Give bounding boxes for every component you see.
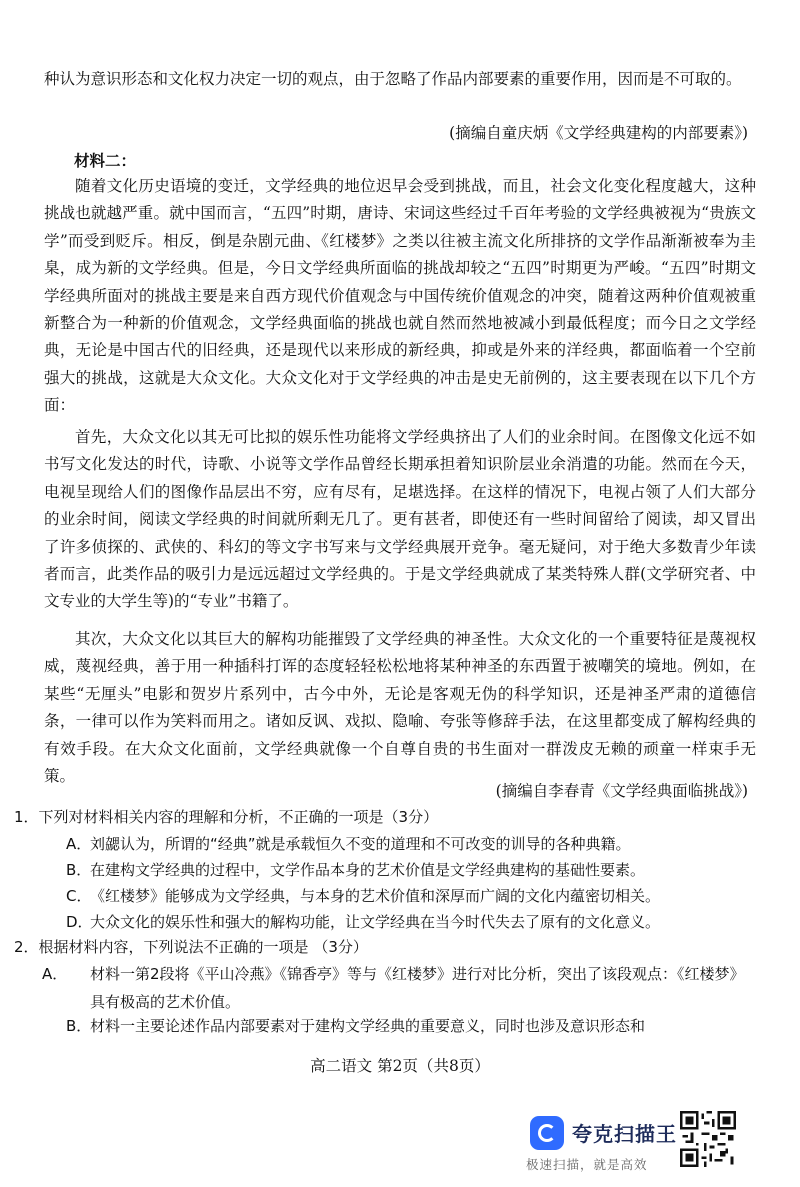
option-label: A． xyxy=(66,835,92,853)
quark-logo-icon xyxy=(530,1116,564,1150)
option-text: 《红楼梦》能够成为文学经典，与本身的艺术价值和深厚而广阔的文化内蕴密切相关。 xyxy=(90,887,661,905)
material-two-paragraph-3: 其次，大众文化以其巨大的解构功能摧毁了文学经典的神圣性。大众文化的一个重要特征是蔑视权威，蔑视经典，善于用一种插科打诨的态度轻轻松松地将某种神圣的东西置于被嘲笑的境地。例如，在某些“无厘头”电影和贺岁片系列中，古今中外，无论是客观无伪的科学知识，还是神圣严肃的道德信条，一律可以作为笑料而用之。诸如反讽、戏拟、隐喻、夸张等修辞手法，在这里都变成了解构经典的有效手段。在大众文化面前，文学经典就像一个自尊自贵的书生面对一群泼皮无赖的顽童一样束手无策。 xyxy=(44,630,756,786)
option-text: 大众文化的娱乐性和强大的解构功能，让文学经典在当今时代失去了原有的文化意义。 xyxy=(90,913,661,931)
source-citation-2: (摘编自李春青《文学经典面临挑战》) xyxy=(495,782,748,800)
page-footer: 高二语文 第2页（共8页） xyxy=(310,1057,490,1075)
question-1-option-b[interactable] xyxy=(66,856,756,884)
scanner-watermark xyxy=(522,1108,682,1178)
option-text: 材料一主要论述作品内部要素对于建构文学经典的重要意义，同时也涉及意识形态和 xyxy=(90,1017,646,1035)
question-1-option-a[interactable] xyxy=(66,830,756,858)
question-2-stem: 2．根据材料内容，下列说法不正确的一项是 （3分） xyxy=(14,938,368,956)
option-label: D． xyxy=(66,913,93,931)
option-label: B． xyxy=(66,861,92,879)
option-label: B． xyxy=(66,1017,92,1035)
qr-code-icon xyxy=(680,1111,736,1167)
question-2-option-a[interactable] xyxy=(42,960,756,1016)
material-two-paragraph-1: 随着文化历史语境的变迁，文学经典的地位迟早会受到挑战，而且，社会文化变化程度越大，这种挑战也就越严重。就中国而言，“五四”时期，唐诗、宋词这些经过千百年考验的文学经典被视为“贵族文学”而受到贬斥。相反，倒是杂剧元曲、《红楼梦》之类以往被主流文化所排挤的文学作品渐渐被奉为圭臬，成为新的文学经典。但是，今日文学经典所面临的挑战却较之“五四”时期更为严峻。“五四”时期文学经典所面对的挑战主要是来自西方现代价值观念与中国传统价值观念的冲突，随着这两种价值观被重新整合为一种新的价值观念，文学经典面临的挑战也就自然而然地被减小到最低程度；而今日之文学经典，无论是中国古代的旧经典，还是现代以来形成的新经典，抑或是外来的洋经典，都面临着一个空前强大的挑战，这就是大众文化。大众文化对于文学经典的冲击是史无前例的，这主要表现在以下几个方面： xyxy=(44,177,756,415)
watermark-subtitle: 极速扫描，就是高效 xyxy=(526,1157,648,1172)
option-label: C． xyxy=(66,887,92,905)
material-two-heading: 材料二： xyxy=(74,151,137,170)
option-text: 刘勰认为，所谓的“经典”就是承载恒久不变的道理和不可改变的训导的各种典籍。 xyxy=(90,835,631,853)
material-two-paragraph-2: 首先，大众文化以其无可比拟的娱乐性功能将文学经典挤出了人们的业余时间。在图像文化远不如书写文化发达的时代，诗歌、小说等文学作品曾经长期承担着知识阶层业余消遣的功能。然而在今天，电视呈现给人们的图像作品层出不穷，应有尽有，足堪选择。在这样的情况下，电视占领了人们大部分的业余时间，阅读文学经典的时间就所剩无几了。更有甚者，即使还有一些时间留给了阅读，却又冒出了许多侦探的、武侠的、科幻的等文字书写来与文学经典展开竞争。毫无疑问，对于绝大多数青少年读者而言，此类作品的吸引力是远远超过文学经典的。于是文学经典就成了某类特殊人群(文学研究者、中文专业的大学生等)的“专业”书籍了。 xyxy=(44,428,756,611)
watermark-title: 夸克扫描王 xyxy=(572,1122,677,1146)
option-label: A． xyxy=(42,965,68,983)
source-citation-1: (摘编自童庆炳《文学经典建构的内部要素》) xyxy=(449,124,748,142)
question-1-stem: 1．下列对材料相关内容的理解和分析，不正确的一项是（3分） xyxy=(14,808,439,826)
option-text: 在建构文学经典的过程中，文学作品本身的艺术价值是文学经典建构的基础性要素。 xyxy=(90,861,646,879)
question-2-option-b[interactable] xyxy=(66,1012,756,1040)
question-1-option-d[interactable] xyxy=(66,908,756,936)
option-text: 材料一第2段将《平山冷燕》《锦香亭》等与《红楼梦》进行对比分析，突出了该段观点：《红楼梦》具有极高的艺术价值。 xyxy=(90,965,745,1011)
continued-paragraph: 种认为意识形态和文化权力决定一切的观点，由于忽略了作品内部要素的重要作用，因而是不可取的。 xyxy=(44,70,742,88)
question-1-option-c[interactable] xyxy=(66,882,756,910)
